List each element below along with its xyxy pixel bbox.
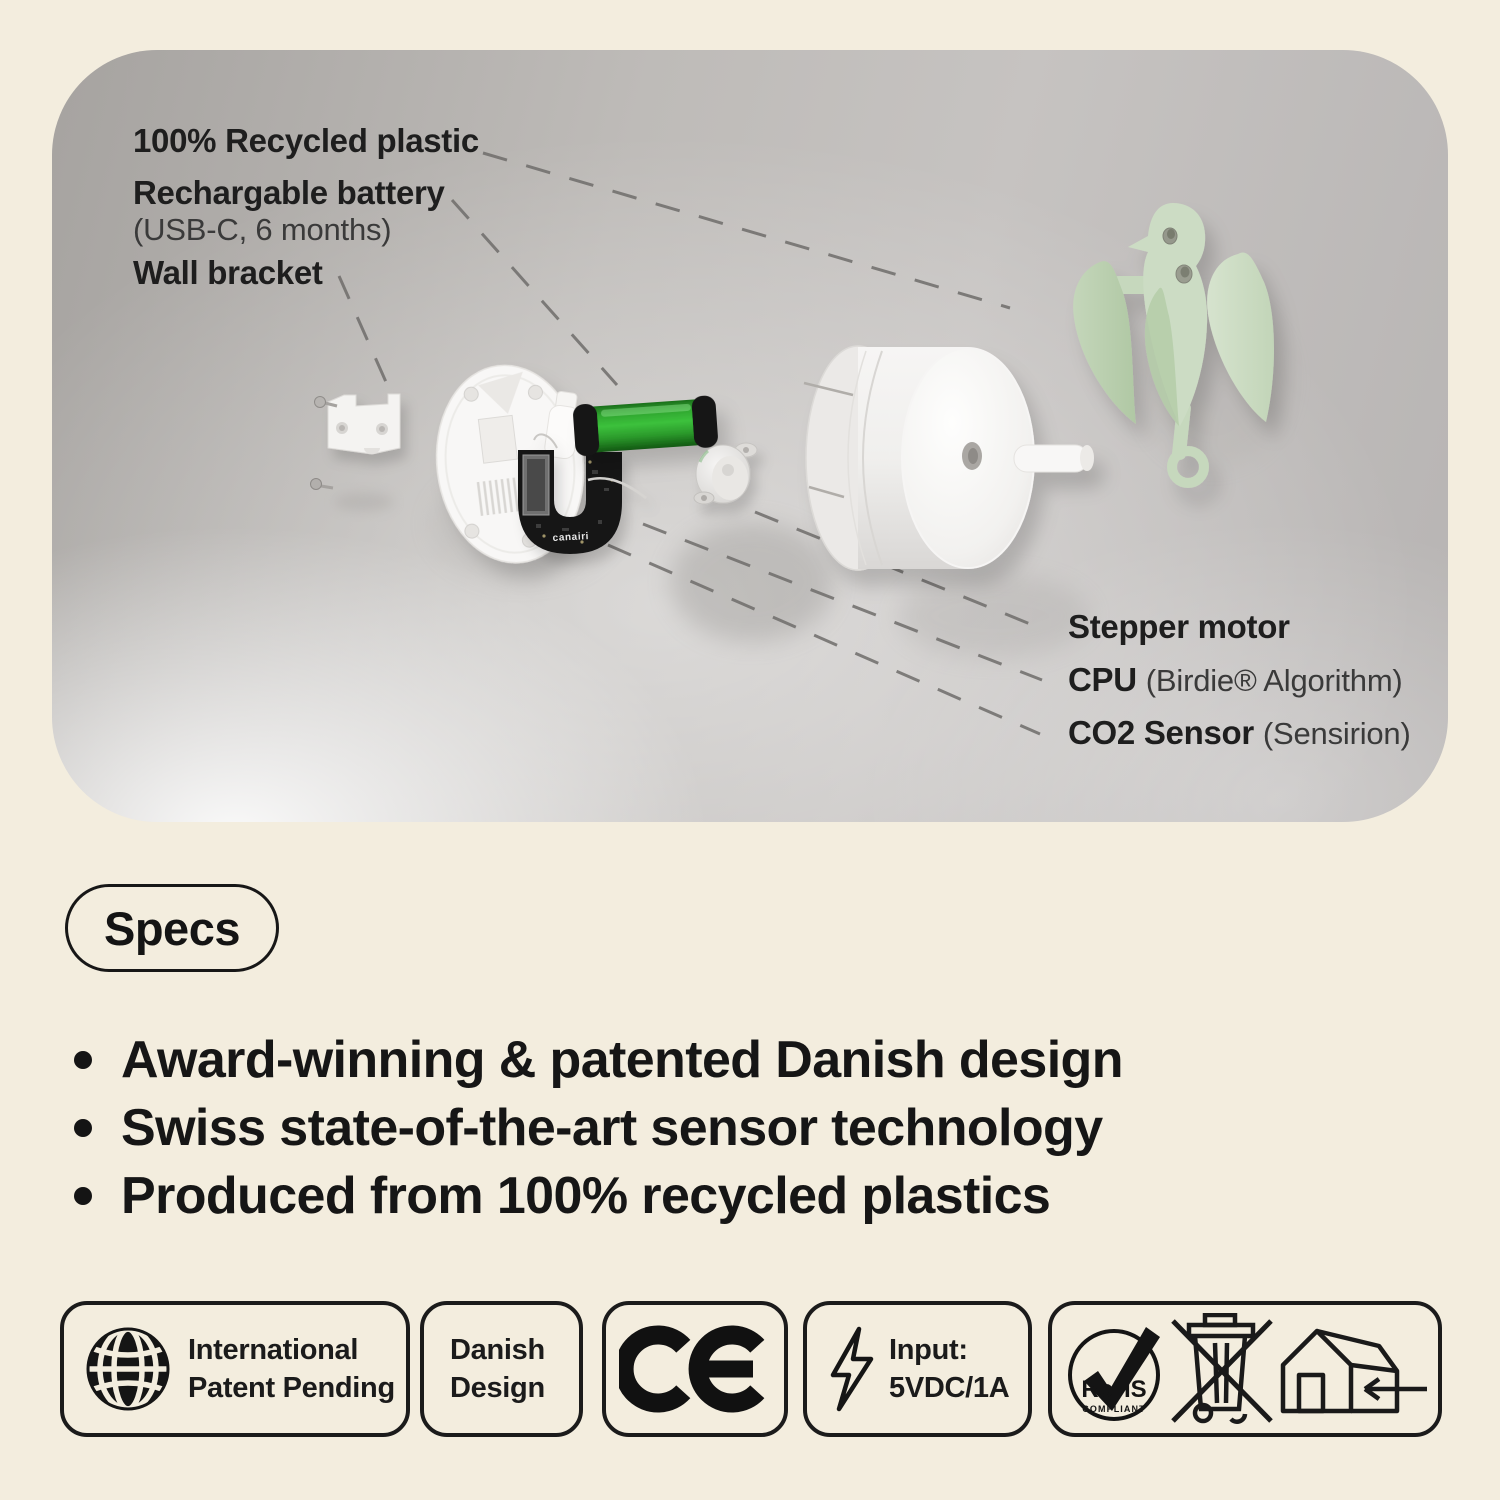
spec-bullet [74,1094,1123,1162]
spec-bullet [74,1162,1123,1230]
patent-pending-badge [60,1301,410,1437]
callout-stepper-motor [1068,608,1290,646]
rohs-sublabel: COMPLIANT [1081,1404,1146,1414]
callout-label: Rechargable battery [133,174,445,211]
compliance-badge [1048,1301,1442,1437]
badge-line: Danish [450,1334,545,1366]
callout-recycled-plastic [133,122,479,160]
callout-line-wall-bracket [339,276,386,382]
callout-label: Wall bracket [133,254,323,291]
callout-co2-sensor [1068,714,1411,752]
badge-line: Input: [889,1334,968,1366]
callout-label: Stepper motor [1068,608,1290,645]
wall-bracket-part [328,394,400,454]
bullet-dot [74,1119,92,1137]
rohs-compliant-icon [1062,1315,1166,1423]
spec-bullet-text: Swiss state-of-the-art sensor technology [121,1099,1103,1157]
callout-label: CPU [1068,661,1137,698]
callout-line-recycled-plastic [483,153,1010,308]
rohs-label: RoHS [1080,1376,1147,1403]
exploded-view-illustration [52,50,1448,822]
axle-peg-part [1014,445,1088,472]
badge-line: Design [450,1372,545,1404]
lightning-icon [825,1325,877,1413]
callout-sublabel: (Birdie® Algorithm) [1145,663,1403,698]
specs-section-badge [65,884,279,972]
callout-line-battery [452,200,617,385]
weee-crossed-bin-icon [1167,1313,1277,1425]
power-input-badge [803,1301,1032,1437]
callout-label: 100% Recycled plastic [133,122,479,159]
spec-bullet-text: Award-winning & patented Danish design [121,1031,1123,1089]
indoor-use-house-icon [1279,1321,1429,1417]
spec-bullet [74,1026,1123,1094]
bullet-dot [74,1051,92,1069]
badge-line: 5VDC/1A [889,1372,1010,1404]
bullet-dot [74,1187,92,1205]
exploded-view-panel [52,50,1448,822]
bird-hanging-ring [1172,451,1204,483]
callout-sublabel: (USB-C, 6 months) [133,212,392,247]
specs-badge-label: Specs [104,901,240,955]
danish-design-badge [420,1301,583,1437]
badge-line: Patent Pending [188,1372,395,1404]
stepper-motor-part [694,443,757,504]
spec-bullet-text: Produced from 100% recycled plastics [121,1167,1051,1225]
badge-line: International [188,1334,359,1366]
pcb-brand-text: canairi [552,531,590,544]
callout-label: CO2 Sensor [1068,714,1254,751]
battery-part [572,395,718,457]
callout-cpu [1068,661,1403,699]
ce-mark-icon [619,1321,771,1417]
specs-bullet-list [74,1026,1123,1230]
ce-mark-badge [602,1301,788,1437]
callout-sublabel: (Sensirion) [1262,716,1411,751]
callout-battery [133,174,445,248]
globe-icon [86,1327,170,1411]
main-body-part [806,346,1094,570]
callout-wall-bracket [133,254,323,292]
